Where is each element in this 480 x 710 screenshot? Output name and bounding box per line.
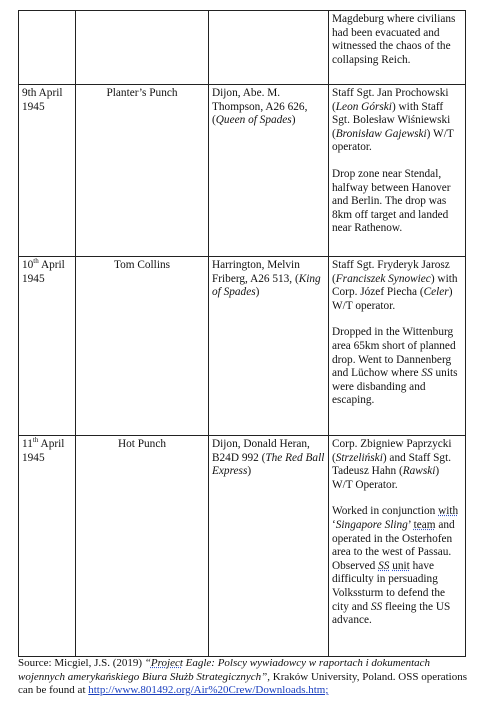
details-cell (329, 436, 466, 657)
details-paragraph: Corp. Zbigniew Paprzycki (Strzeliński) and Staff Sgt. Tadeusz Hahn (Rawski) W/T Operator. (332, 438, 452, 491)
details-cell (329, 257, 466, 436)
table-row (19, 257, 466, 436)
operation-cell: Tom Collins (76, 257, 209, 436)
crew-cell (209, 11, 329, 85)
table-row (19, 11, 466, 85)
date-cell: 10th April 1945 (19, 257, 76, 436)
details-paragraph: Worked in conjunction with ‘Singapore Sling’ team and operated in the Osterhofen area to the west of Passau. Observed SS unit have difficulty in persuading Volkssturm to defend the city and SS fleeing the US advance. (332, 505, 459, 627)
source-title: “Project Eagle: Polscy wywiadowcy w raportach i dokumentach wojennych amerykańskiego Biura Służb Strategicznych” (18, 657, 431, 683)
table-row (19, 85, 466, 257)
downloads-link[interactable]: http://www.801492.org/Air%20Crew/Downloads.htm; (88, 684, 329, 696)
source-citation (18, 657, 468, 698)
date-cell (19, 11, 76, 85)
operation-cell: Hot Punch (76, 436, 209, 657)
crew-cell: Dijon, Abe. M. Thompson, A26 626, (Queen of Spades) (209, 85, 329, 257)
details-cell (329, 11, 466, 85)
operation-cell (76, 11, 209, 85)
details-cell (329, 85, 466, 257)
date-cell: 9th April 1945 (19, 85, 76, 257)
crew-cell: Dijon, Donald Heran, B24D 992 (The Red Ball Express) (209, 436, 329, 657)
details-paragraph: Drop zone near Stendal, halfway between Hanover and Berlin. The drop was 8km off target and landed near Rathenow. (332, 167, 451, 235)
details-paragraph: Staff Sgt. Fryderyk Jarosz (Franciszek Synowiec) with Corp. Józef Piecha (Celer) W/T operator. (332, 259, 458, 312)
details-paragraph: Staff Sgt. Jan Prochowski (Leon Górski) with Staff Sgt. Bolesław Wiśniewski (Bronisław Gajewski) W/T operator. (332, 87, 454, 154)
crew-cell: Harrington, Melvin Friberg, A26 513, (King of Spades) (209, 257, 329, 436)
operation-cell: Planter’s Punch (76, 85, 209, 257)
table-row (19, 436, 466, 657)
operations-table (18, 10, 466, 657)
details-paragraph: Dropped in the Wittenburg area 65km short of planned drop. Went to Dannenberg and Lüchow where SS units were disbanding and escaping. (332, 326, 458, 407)
details-paragraph: Magdeburg where civilians had been evacuated and witnessed the chaos of the collapsing Reich. (332, 13, 456, 66)
date-cell: 11th April 1945 (19, 436, 76, 657)
source-publisher: , Kraków University, Poland. OSS operations can be found at (18, 670, 468, 696)
source-prefix: Source: Micgiel, J.S. (2019) (18, 657, 145, 669)
